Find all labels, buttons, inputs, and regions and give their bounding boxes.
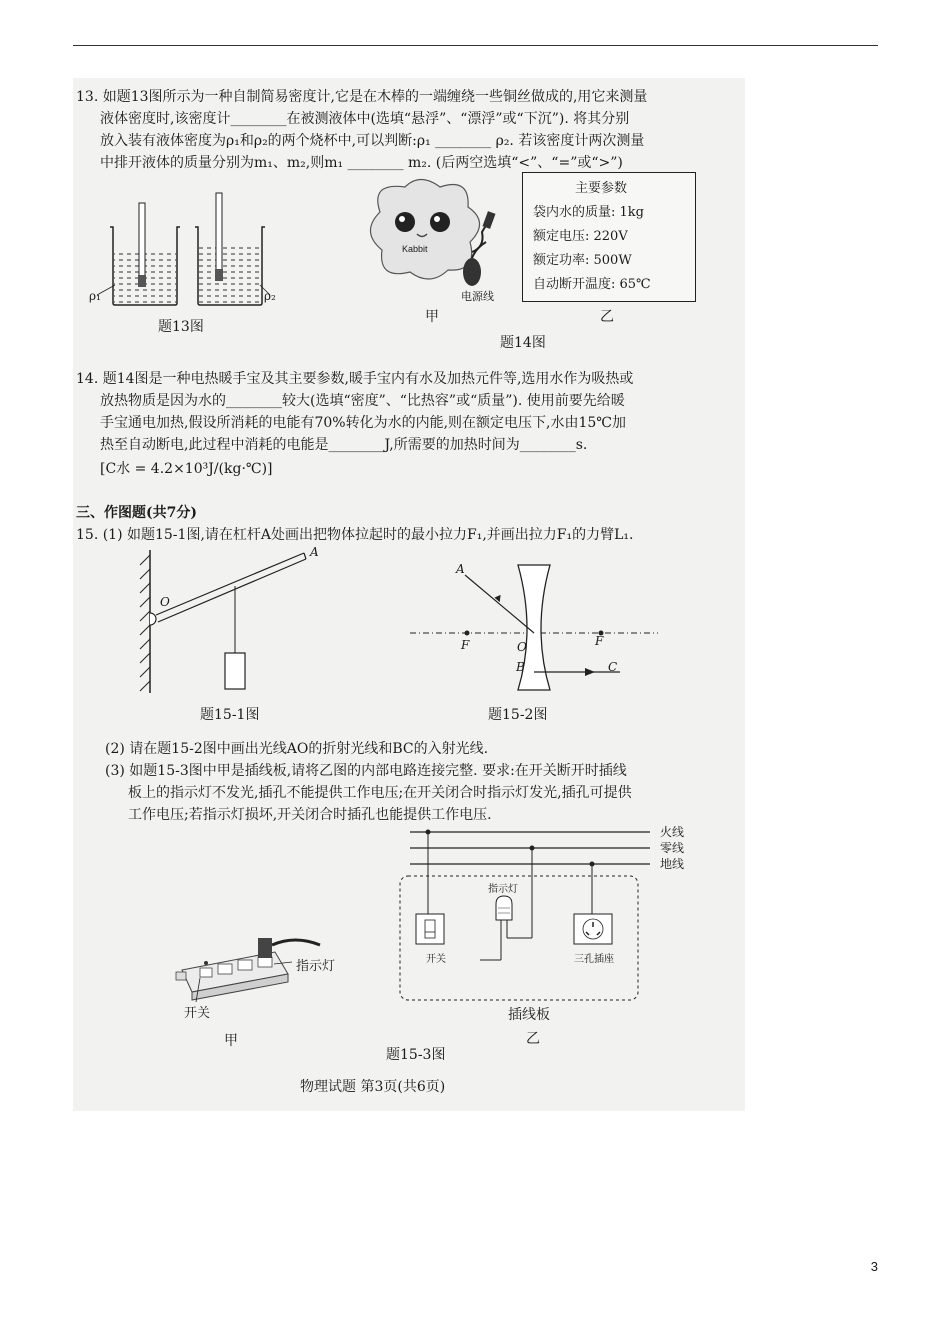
- lens-ray-b-label: B: [516, 660, 525, 674]
- hand-warmer-picture: [360, 172, 510, 307]
- page-number: 3: [870, 1259, 878, 1274]
- fig13-caption: 题13图: [158, 319, 204, 335]
- indicator-lamp-label: 指示灯: [488, 884, 518, 895]
- rho1-label: ρ₁: [89, 289, 101, 303]
- q15-part3-line-3: 工作电压;若指示灯损坏,开关闭合时插孔也能提供工作电压.: [128, 807, 492, 823]
- q14-line-4: 热至自动断电,此过程中消耗的电能是________J,所需要的加热时间为________s.: [100, 437, 588, 453]
- lens-focus-right-label: F: [595, 634, 604, 648]
- fig15-3-yi-label: 乙: [526, 1031, 540, 1047]
- lens-ray-a-label: A: [456, 562, 465, 576]
- q15-part3-line-2: 板上的指示灯不发光,插孔不能提供工作电压;在开关闭合时指示灯发光,插孔可提供: [128, 785, 632, 801]
- q13-line-4: 中排开液体的质量分别为m₁、m₂,则m₁ ________ m₂. (后两空选填“<”、“=”或“>”): [100, 155, 623, 171]
- fig14-yi-label: 乙: [600, 309, 614, 325]
- ground-wire-label: 地线: [660, 857, 685, 871]
- lens-figure: [410, 560, 660, 695]
- fig15-3-jia-label: 甲: [224, 1033, 238, 1049]
- lever-pivot-label: O: [160, 595, 170, 609]
- page-footer: 物理试题 第3页(共6页): [300, 1079, 446, 1095]
- q14-line-3: 手宝通电加热,假设所消耗的电能有70%转化为水的内能,则在额定电压下,水由15℃加: [100, 415, 626, 431]
- live-wire-label: 火线: [660, 825, 685, 839]
- q14-line-1: 14. 题14图是一种电热暖手宝及其主要参数,暖手宝内有水及加热元件等,选用水作为吸热或: [76, 371, 634, 387]
- warmer-brand-label: Kabbit: [402, 244, 428, 254]
- q15-part2-text: (2) 请在题15-2图中画出光线AO的折射光线和BC的入射光线.: [105, 741, 489, 757]
- q13-line-1: 13. 如题13图所示为一种自制简易密度计,它是在木棒的一端缠绕一些铜丝做成的,用它来测量: [76, 89, 648, 105]
- lever-figure: [130, 545, 330, 695]
- header-rule: [73, 45, 878, 46]
- fig15-3-caption: 题15-3图: [386, 1047, 446, 1063]
- rho2-label: ρ₂: [264, 289, 276, 303]
- lens-ray-c-label: C: [608, 660, 618, 674]
- wiring-figure: [400, 820, 660, 1010]
- param-cutoff-temp: 自动断开温度: 65℃: [533, 277, 651, 292]
- q14-line-2: 放热物质是因为水的________较大(选填“密度”、“比热容”或“质量”). 使用前要先给暖: [100, 393, 625, 409]
- jia-indicator-label: 指示灯: [296, 959, 336, 974]
- cord-label: 电源线: [461, 290, 494, 303]
- q13-line-3: 放入装有液体密度为ρ₁和ρ₂的两个烧杯中,可以判断:ρ₁ ________ ρ₂. 若该密度计两次测量: [100, 133, 645, 149]
- lever-point-a-label: A: [310, 545, 319, 559]
- param-rated-power: 额定功率: 500W: [533, 253, 632, 268]
- q15-part1-text: 15. (1) 如题15-1图,请在杠杆A处画出把物体拉起时的最小拉力F₁,并画出拉力F₁的力臂L₁.: [76, 527, 634, 543]
- socket-label: 三孔插座: [574, 954, 614, 965]
- jia-switch-label: 开关: [184, 1006, 211, 1021]
- lens-center-label: O: [517, 640, 527, 654]
- q13-line-2: 液体密度时,该密度计________在被测液体中(选填“悬浮”、“漂浮”或“下沉”). 将其分别: [100, 111, 630, 127]
- parameter-box: [522, 172, 696, 302]
- board-label: 插线板: [508, 1007, 550, 1023]
- fig15-2-caption: 题15-2图: [488, 707, 548, 723]
- fig15-1-caption: 题15-1图: [200, 707, 260, 723]
- fig14-caption: 题14图: [500, 335, 546, 351]
- param-water-mass: 袋内水的质量: 1kg: [533, 205, 644, 220]
- param-rated-voltage: 额定电压: 220V: [533, 229, 628, 244]
- fig14-jia-label: 甲: [425, 309, 439, 325]
- q15-part3-line-1: (3) 如题15-3图中甲是插线板,请将乙图的内部电路连接完整. 要求:在开关断开时插线: [105, 763, 627, 779]
- params-title: 主要参数: [575, 181, 628, 196]
- lens-focus-left-label: F: [461, 638, 470, 652]
- neutral-wire-label: 零线: [660, 841, 685, 855]
- q14-line-5: [C水 = 4.2×10³J/(kg·℃)]: [100, 461, 273, 477]
- switch-label: 开关: [426, 954, 446, 965]
- section-3-heading: 三、作图题(共7分): [76, 505, 197, 521]
